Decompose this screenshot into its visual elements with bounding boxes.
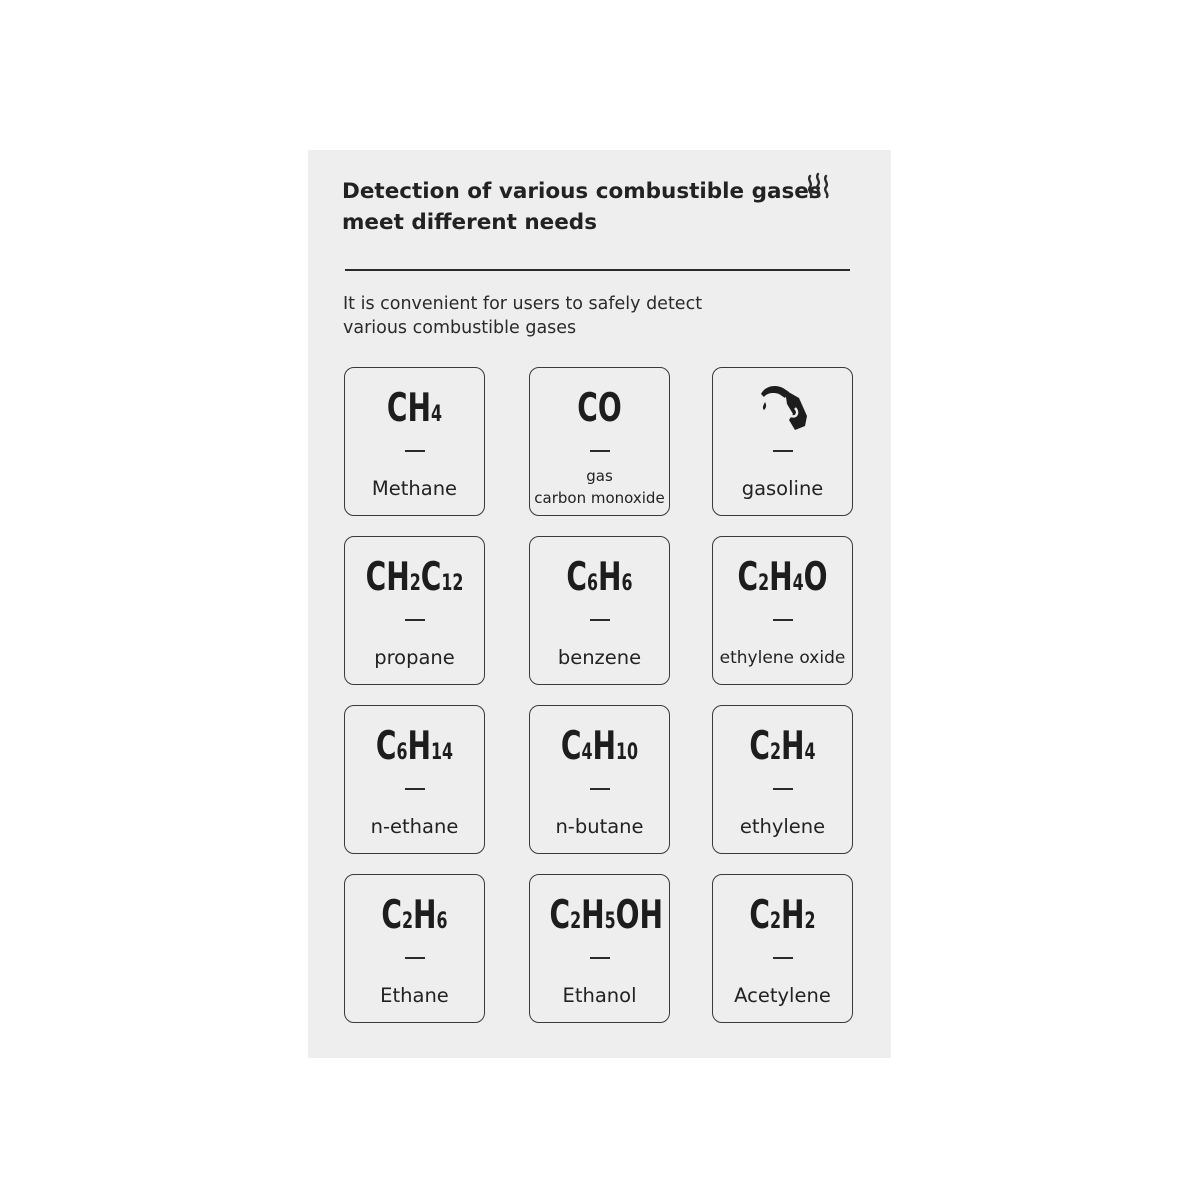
- formula-symbol: H: [407, 724, 432, 769]
- gas-formula: [364, 555, 464, 607]
- formula-symbol: H: [581, 893, 605, 938]
- formula-symbol: C: [375, 724, 397, 769]
- separator-dash: [405, 957, 425, 959]
- formula-symbol: C: [420, 555, 442, 600]
- gas-card: [712, 536, 853, 685]
- intro-line: It is convenient for users to safely detect: [343, 294, 703, 314]
- formula-symbol: C: [549, 893, 571, 938]
- formula-subscript: 2: [402, 909, 414, 934]
- formula-symbol: CH: [365, 555, 410, 600]
- separator-dash: [590, 450, 610, 452]
- formula-symbol: CH: [386, 386, 432, 431]
- fuel-nozzle-icon: [755, 376, 815, 432]
- gas-card: [344, 705, 485, 854]
- formula-symbol: H: [598, 555, 622, 600]
- formula-subscript: 2: [770, 740, 782, 765]
- info-panel: [308, 150, 891, 1058]
- separator-dash: [773, 788, 793, 790]
- gas-name: Ethanol: [562, 984, 637, 1007]
- gas-formula: [364, 724, 464, 776]
- gas-card: [712, 705, 853, 854]
- gas-name: [530, 465, 669, 509]
- formula-subscript: 4: [431, 402, 443, 427]
- formula-subscript: 2: [758, 571, 770, 596]
- separator-dash: [405, 619, 425, 621]
- intro-line: various combustible gases: [343, 318, 577, 338]
- formula-symbol: C: [560, 724, 582, 769]
- separator-dash: [405, 450, 425, 452]
- gas-name: n-ethane: [370, 815, 459, 838]
- formula-subscript: 4: [581, 740, 593, 765]
- formula-subscript: 14: [431, 740, 454, 765]
- separator-dash: [773, 619, 793, 621]
- panel-title-line: meet different needs: [342, 210, 597, 235]
- formula-symbol: H: [592, 724, 617, 769]
- gas-name: ethylene: [739, 815, 826, 838]
- gas-card: [344, 536, 485, 685]
- gas-card: [529, 705, 670, 854]
- formula-subscript: 6: [587, 571, 599, 596]
- formula-subscript: 12: [441, 571, 464, 596]
- gas-name: Methane: [371, 477, 458, 500]
- gas-formula: [364, 893, 464, 945]
- panel-title: [342, 176, 822, 238]
- gas-card: [344, 367, 485, 516]
- intro-text: [343, 292, 823, 340]
- divider: [345, 269, 850, 271]
- formula-symbol: H: [413, 893, 437, 938]
- panel-title-line: Detection of various combustible gases: [342, 179, 822, 204]
- formula-subscript: 6: [396, 740, 408, 765]
- formula-subscript: 2: [409, 571, 421, 596]
- formula-subscript: 2: [570, 909, 582, 934]
- formula-subscript: 2: [770, 909, 782, 934]
- formula-symbol: C: [381, 893, 403, 938]
- formula-symbol: H: [769, 555, 793, 600]
- formula-symbol: H: [781, 724, 805, 769]
- formula-symbol: O: [803, 555, 828, 600]
- gas-card: [529, 367, 670, 516]
- gas-name: benzene: [557, 646, 642, 669]
- gas-name: Ethane: [380, 984, 449, 1007]
- separator-dash: [405, 788, 425, 790]
- gas-formula: [732, 555, 832, 607]
- formula-subscript: 4: [804, 740, 816, 765]
- separator-dash: [590, 957, 610, 959]
- gas-name: n-butane: [555, 815, 644, 838]
- separator-dash: [773, 957, 793, 959]
- gas-name: ethylene oxide: [719, 648, 846, 668]
- formula-symbol: C: [566, 555, 588, 600]
- separator-dash: [590, 619, 610, 621]
- gas-card: [712, 874, 853, 1023]
- gas-name: propane: [374, 646, 455, 669]
- gas-name: Acetylene: [734, 984, 831, 1007]
- formula-symbol: CO: [577, 386, 622, 431]
- gas-formula: [549, 386, 649, 432]
- formula-subscript: 10: [616, 740, 639, 765]
- gas-name-line: gas: [586, 467, 613, 485]
- formula-symbol: C: [737, 555, 759, 600]
- formula-subscript: 6: [436, 909, 448, 934]
- gas-formula: [732, 724, 832, 776]
- separator-dash: [590, 788, 610, 790]
- formula-subscript: 2: [804, 909, 816, 934]
- formula-symbol: C: [749, 724, 771, 769]
- separator-dash: [773, 450, 793, 452]
- gas-formula: [549, 555, 649, 607]
- gas-formula: [549, 893, 663, 945]
- gas-card: [712, 367, 853, 516]
- formula-subscript: 4: [792, 571, 804, 596]
- gas-card: [529, 536, 670, 685]
- formula-symbol: OH: [615, 893, 663, 938]
- gas-name: gasoline: [741, 477, 824, 500]
- formula-subscript: 5: [604, 909, 616, 934]
- heat-waves-icon: [805, 172, 833, 200]
- gas-formula: [364, 386, 464, 438]
- formula-subscript: 6: [621, 571, 633, 596]
- formula-symbol: C: [749, 893, 771, 938]
- gas-formula: [549, 724, 649, 776]
- gas-formula: [732, 893, 832, 945]
- formula-symbol: H: [781, 893, 805, 938]
- gas-name-line: carbon monoxide: [534, 489, 665, 507]
- gas-card: [344, 874, 485, 1023]
- gas-card: [529, 874, 670, 1023]
